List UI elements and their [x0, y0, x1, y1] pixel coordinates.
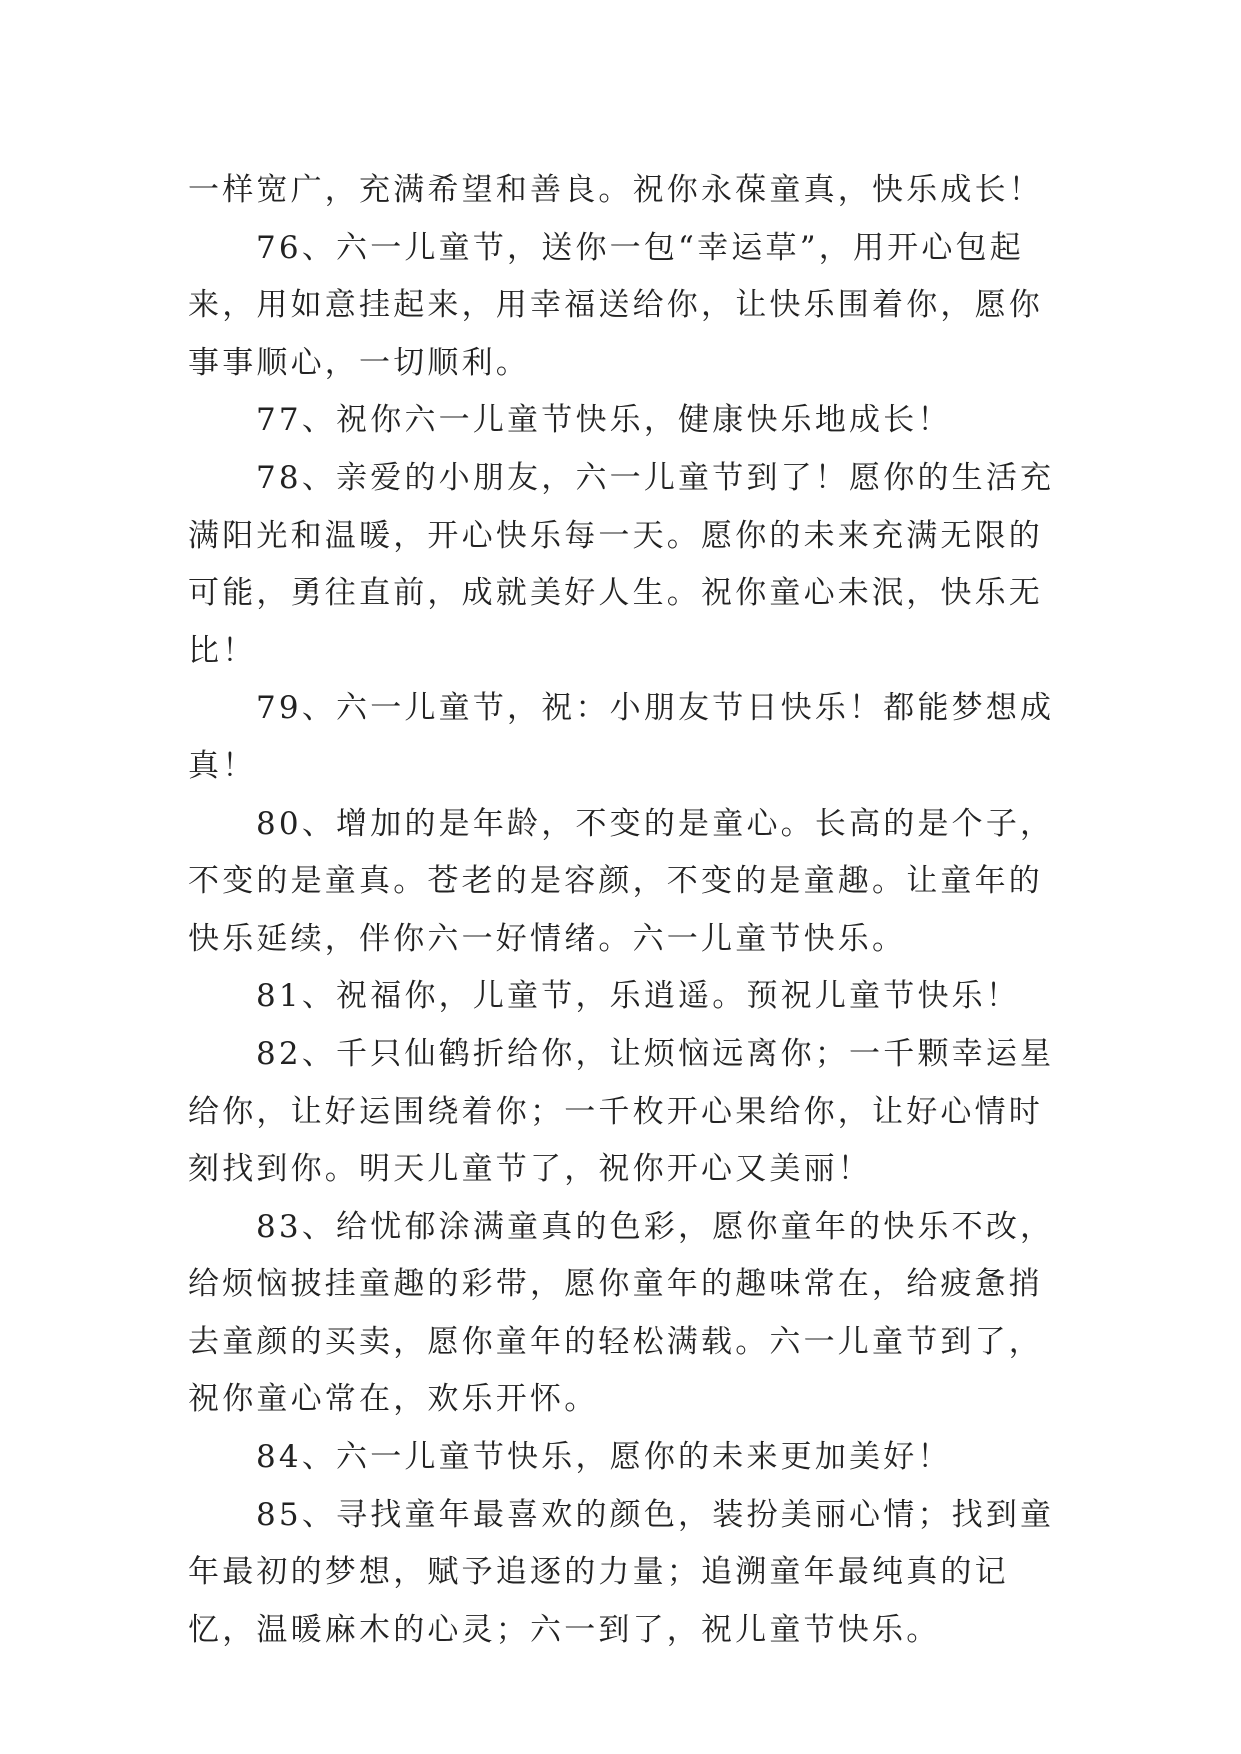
- paragraph-76: 76、六一儿童节，送你一包“幸运草”，用开心包起来，用如意挂起来，用幸福送给你，让快乐围着你，愿你事事顺心，一切顺利。: [188, 229, 1043, 381]
- paragraph-83: 83、给忧郁涂满童真的色彩，愿你童年的快乐不改，给烦恼披挂童趣的彩带，愿你童年的趣味常在，给疲惫捎去童颜的买卖，愿你童年的轻松满载。六一儿童节到了，祝你童心常在，欢乐开怀。: [188, 1208, 1055, 1418]
- body-text: [188, 162, 1060, 1659]
- paragraph-79: 79、六一儿童节，祝：小朋友节日快乐！都能梦想成真！: [188, 690, 1055, 784]
- paragraph-81: 81、祝福你，儿童节，乐逍遥。预祝儿童节快乐！: [256, 978, 1021, 1015]
- paragraph-78: 78、亲爱的小朋友，六一儿童节到了！愿你的生活充满阳光和温暖，开心快乐每一天。愿你的未来充满无限的可能，勇往直前，成就美好人生。祝你童心未泯，快乐无比！: [188, 459, 1055, 669]
- paragraph-continuation: 一样宽广，充满希望和善良。祝你永葆童真，快乐成长！: [188, 172, 1043, 208]
- paragraph-80: 80、增加的是年龄，不变的是童心。长高的是个子，不变的是童真。苍老的是容颜，不变的是童趣。让童年的快乐延续，伴你六一好情绪。六一儿童节快乐。: [188, 805, 1055, 957]
- paragraph-85: 85、寻找童年最喜欢的颜色，装扮美丽心情；找到童年最初的梦想，赋予追逐的力量；追溯童年最纯真的记忆，温暖麻木的心灵；六一到了，祝儿童节快乐。: [188, 1496, 1055, 1648]
- paragraph-77: 77、祝你六一儿童节快乐，健康快乐地成长！: [256, 402, 952, 439]
- paragraph-84: 84、六一儿童节快乐，愿你的未来更加美好！: [256, 1439, 952, 1476]
- paragraph-82: 82、千只仙鹤折给你，让烦恼远离你；一千颗幸运星给你，让好运围绕着你；一千枚开心果给你，让好心情时刻找到你。明天儿童节了，祝你开心又美丽！: [188, 1035, 1055, 1188]
